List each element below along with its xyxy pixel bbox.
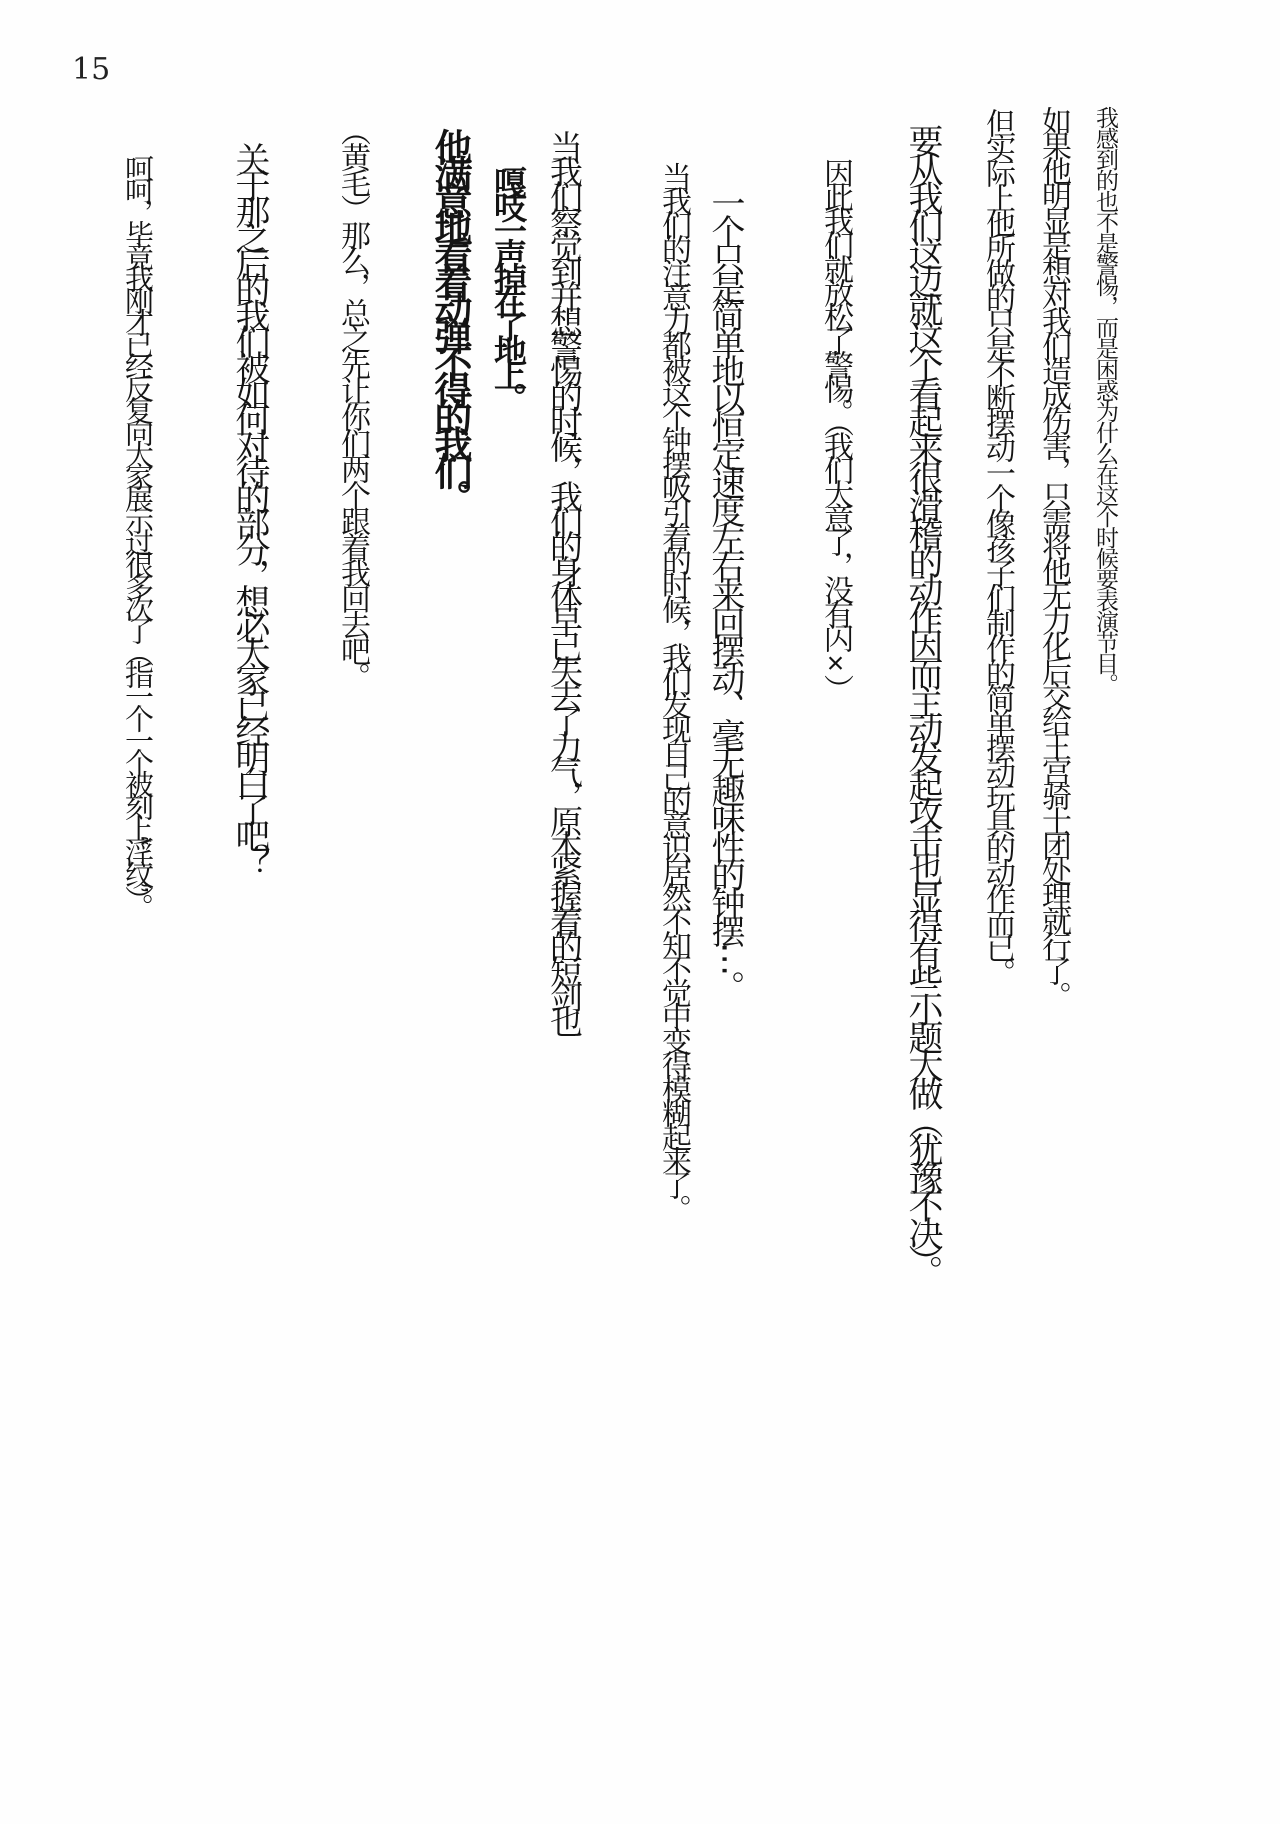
text-column-4: 要从我们这边就这个看起来很滑稽的动作因而主动发起攻击也显得有些小题大做（犹豫不决）。 [904,124,943,1283]
text-column-7: 当我们的注意力都被这个钟摆吸引着的时候，我们发现自己的意识居然不知不觉中变得模糊起来了。 [657,162,690,1218]
text-column-13: 呵呵，毕竟我刚才已经反复向大家展示过很多次了（指一个一个被刻上“淫纹”）。 [121,154,153,915]
text-column-10: 他满意地看着动弹不得的我们。 [428,128,470,506]
text-column-5: 因此我们就放松了警惕。（我们大意了，没有闪×） [819,158,852,698]
text-column-9: 嘎吱一声掉在了地上。 [490,166,527,406]
text-column-8: 当我们察觉到并想警惕的时候，我们的身体早已失去了力气，原本紧握着的短剑也 [546,130,583,1030]
text-column-12: 关于那之后的我们被如何对待的部分，想必大家已经明白了吧？ [231,142,270,870]
page-number: 15 [72,52,111,87]
text-column-1: 我感到的也不是警惕，而是困惑为什么在这个时候要表演节目。 [1093,106,1119,694]
text-column-3: 但实际上他所做的只是不断摆动一个像孩子们制作的简单摆动玩具的动作而已。 [981,108,1014,983]
text-column-6: 一个只是简单地以恒定速度左右来回摆动、毫无趣味性的钟摆⋯。 [706,186,744,998]
text-column-11: （黄毛）那么，总之先让你们两个跟着我回去吧。 [336,116,369,688]
text-column-2: 如果他明显是想对我们造成伤害，只需将他无力化后交给王宫骑士团处理就行了。 [1037,106,1070,1006]
